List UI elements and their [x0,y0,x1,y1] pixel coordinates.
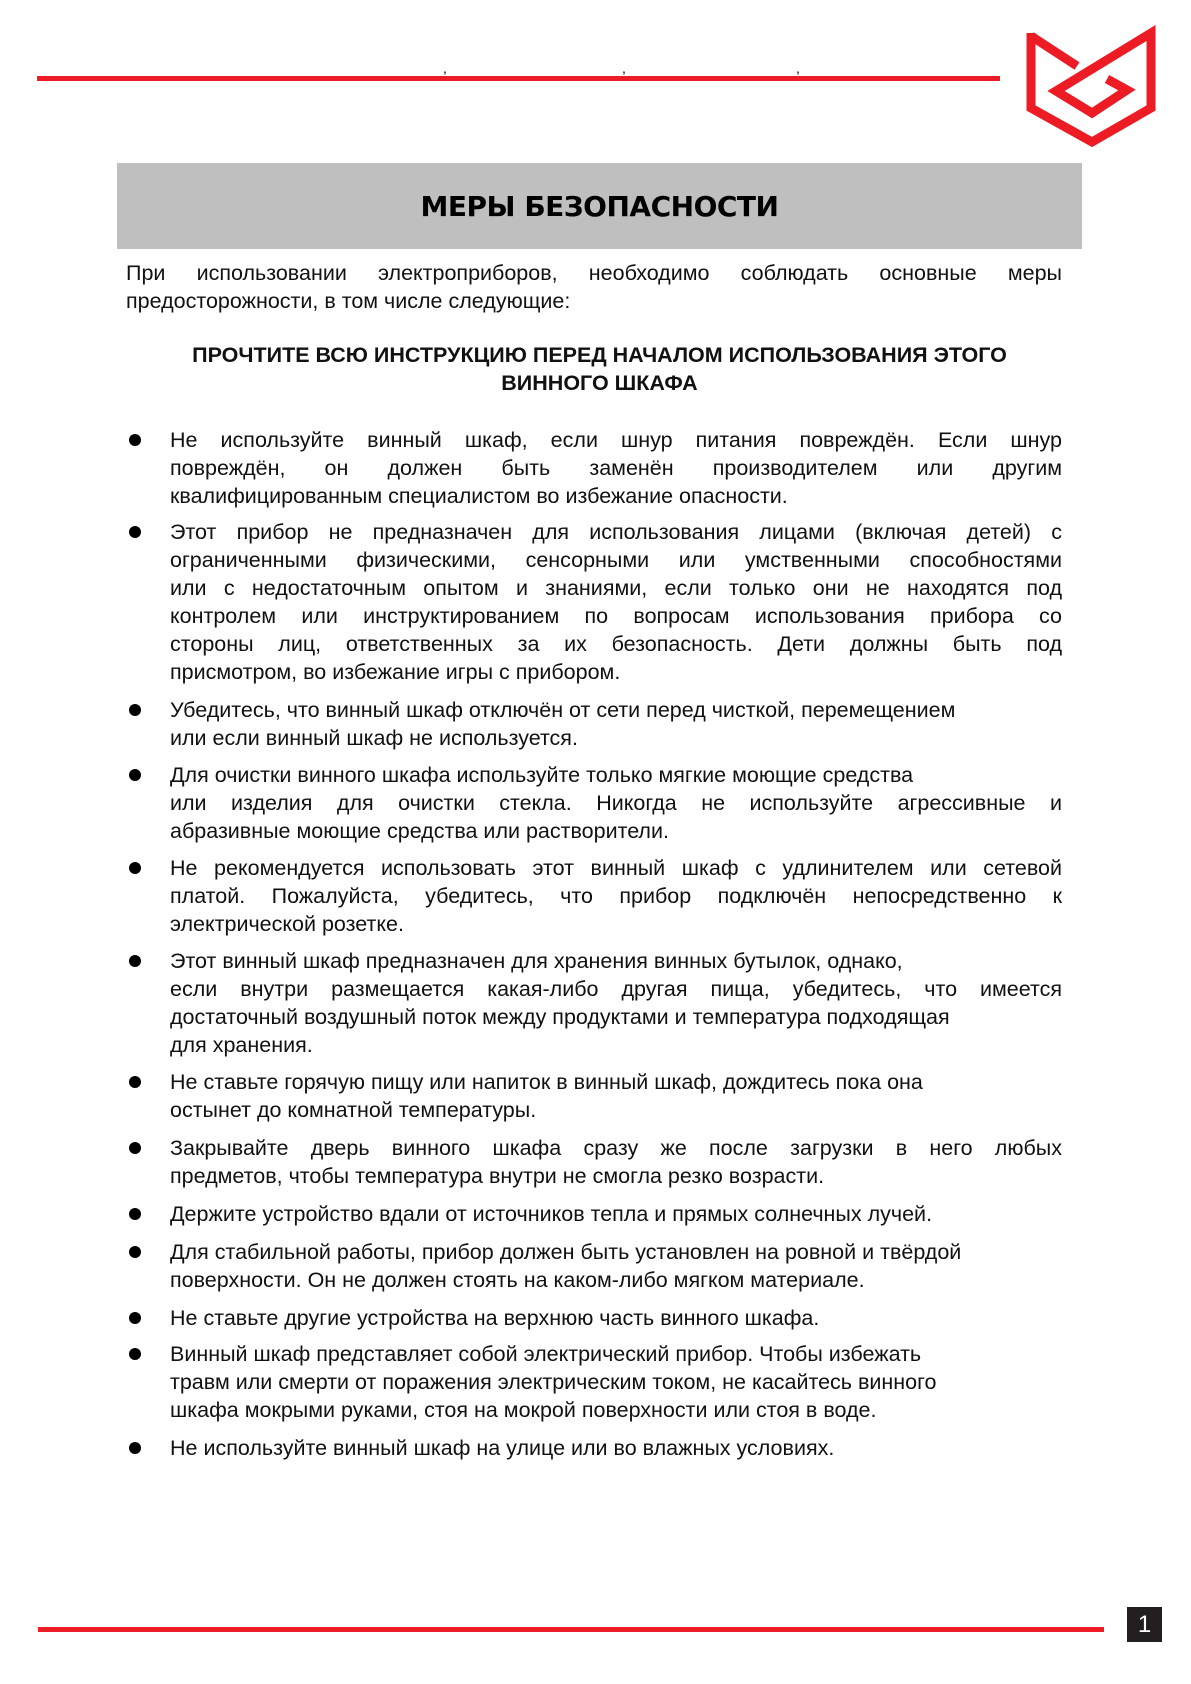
list-item-text [170,1238,1062,1294]
page-number: 1 [1137,1610,1152,1638]
list-item-line: травм или смерти от поражения электрическим током, не касайтесь винного [170,1370,937,1394]
list-item-text [170,426,1062,510]
list-item-line: Держите устройство вдали от источников тепла и прямых солнечных лучей. [170,1202,933,1226]
list-item-line: Для очистки винного шкафа используйте только мягкие моющие средства [170,763,914,787]
list-item-line: если внутри размещается какая-либо другая пища, убедитесь, что имеется [170,977,1062,1001]
list-item-line: стороны лиц, ответственных за их безопасность. Дети должны быть под [170,632,1062,656]
list-item-line: для хранения. [170,1033,313,1057]
list-item-line: контролем или инструктированием по вопросам использования прибора со [170,604,1062,628]
list-item-line: Этот винный шкаф предназначен для хранения винных бутылок, однако, [170,949,903,973]
bullet-icon [129,434,141,446]
list-item-line: поверхности. Он не должен стоять на каком-либо мягком материале. [170,1268,865,1292]
bullet-icon [129,1208,141,1220]
footer-rule [38,1627,1104,1632]
brand-logo-icon [0,0,1191,160]
bullet-icon [129,862,141,874]
header-mark: , [443,60,447,76]
heading-line: ВИННОГО ШКАФА [501,371,698,395]
page-title: МЕРЫ БЕЗОПАСНОСТИ [420,189,779,223]
list-item-line: Винный шкаф представляет собой электрический прибор. Чтобы избежать [170,1342,922,1366]
header-mark: , [796,60,800,76]
list-item-line: достаточный воздушный поток между продуктами и температура подходящая [170,1005,950,1029]
list-item-text [170,854,1062,938]
list-item-line: шкафа мокрыми руками, стоя на мокрой поверхности или стоя в воде. [170,1398,877,1422]
list-item-line: или если винный шкаф не используется. [170,726,578,750]
list-item-text [170,1304,1062,1332]
bullet-icon [129,769,141,781]
list-item-line: ограниченными физическими, сенсорными или умственными способностями [170,548,1062,572]
list-item-text [170,1340,1062,1424]
intro-line: При использовании электроприборов, необходимо соблюдать основные меры [126,261,1062,285]
list-item-line: Для стабильной работы, прибор должен быть установлен на ровной и твёрдой [170,1240,962,1264]
list-item-text [170,1068,1062,1124]
list-item-line: Не рекомендуется использовать этот винный шкаф с удлинителем или сетевой [170,856,1062,880]
bullet-icon [129,526,141,538]
header-mark: , [622,60,626,76]
heading-line: ПРОЧТИТЕ ВСЮ ИНСТРУКЦИЮ ПЕРЕД НАЧАЛОМ ИСПОЛЬЗОВАНИЯ ЭТОГО [192,343,1007,367]
list-item-line: Не используйте винный шкаф, если шнур питания повреждён. Если шнур [170,428,1062,452]
list-item-line: повреждён, он должен быть заменён производителем или другим [170,456,1062,480]
list-item-line: Не используйте винный шкаф на улице или во влажных условиях. [170,1436,835,1460]
bullet-icon [129,1142,141,1154]
list-item-line: Закрывайте дверь винного шкафа сразу же после загрузки в него любых [170,1136,1062,1160]
list-item-line: присмотром, во избежание игры с прибором. [170,660,621,684]
bullet-icon [129,1246,141,1258]
list-item-line: или изделия для очистки стекла. Никогда не используйте агрессивные и [170,791,1062,815]
list-item-text [170,696,1062,752]
bullet-icon [129,955,141,967]
section-title-banner [117,163,1082,249]
list-item-text [170,1134,1062,1190]
list-item-text [170,1200,1062,1228]
list-item-line: Не ставьте горячую пищу или напиток в винный шкаф, дождитесь пока она [170,1070,923,1094]
list-item-line: абразивные моющие средства или растворители. [170,819,669,843]
bullet-icon [129,1312,141,1324]
list-item-line: квалифицированным специалистом во избежание опасности. [170,484,788,508]
list-item-text [170,947,1062,1059]
intro-line: предосторожности, в том числе следующие: [126,289,571,313]
bullet-icon [129,704,141,716]
list-item-line: предметов, чтобы температура внутри не смогла резко возрасти. [170,1164,825,1188]
intro-paragraph [126,259,1062,315]
list-item-text [170,1434,1062,1462]
page-number-badge [1127,1607,1162,1642]
bullet-icon [129,1442,141,1454]
bullet-icon [129,1348,141,1360]
bullet-icon [129,1076,141,1088]
list-item-line: электрической розетке. [170,912,404,936]
list-item-text [170,761,1062,845]
instruction-heading [117,341,1082,397]
list-item-line: или с недостаточным опытом и знаниями, если только они не находятся под [170,576,1062,600]
list-item-text [170,518,1062,686]
list-item-line: Убедитесь, что винный шкаф отключён от сети перед чисткой, перемещением [170,698,956,722]
list-item-line: Не ставьте другие устройства на верхнюю часть винного шкафа. [170,1306,820,1330]
list-item-line: остынет до комнатной температуры. [170,1098,537,1122]
list-item-line: Этот прибор не предназначен для использования лицами (включая детей) с [170,520,1062,544]
list-item-line: платой. Пожалуйста, убедитесь, что прибор подключён непосредственно к [170,884,1062,908]
